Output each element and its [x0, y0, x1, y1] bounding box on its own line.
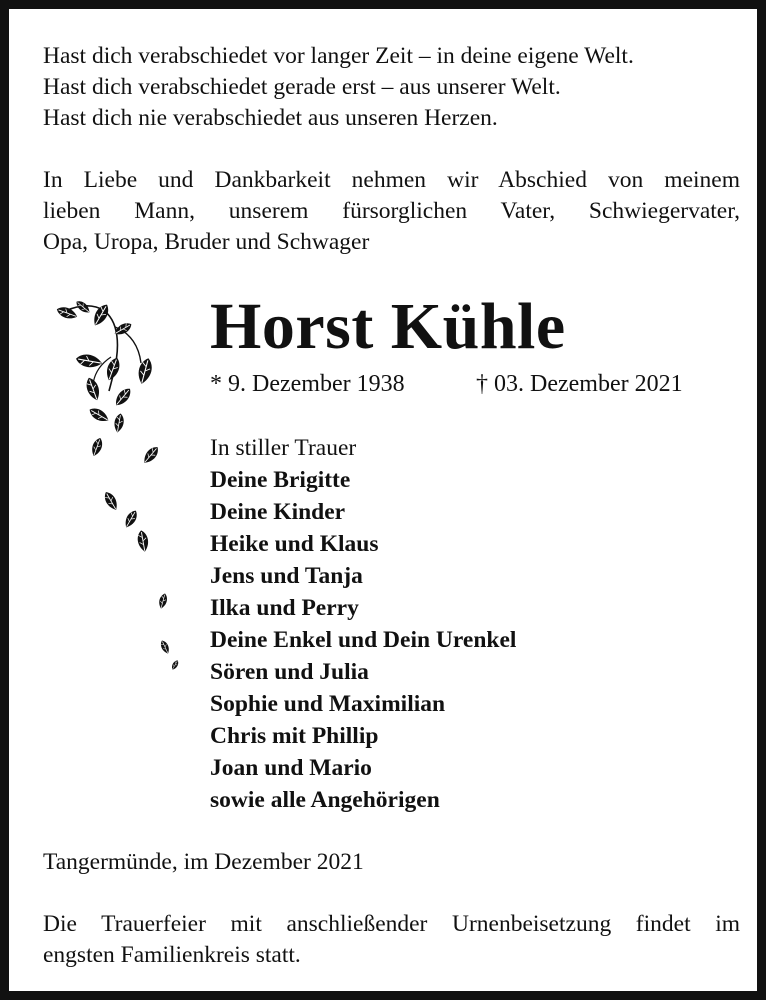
mourner-name: sowie alle Angehörigen — [210, 787, 440, 813]
intro-line: lieben Mann, unserem fürsorglichen Vater, Schwiegervater, — [43, 198, 740, 224]
mourner-name: Joan und Mario — [210, 755, 372, 781]
mourner-name: Deine Kinder — [210, 499, 346, 525]
mourner-name: Ilka und Perry — [210, 595, 359, 621]
funeral-note — [43, 909, 740, 971]
intro-line: Opa, Uropa, Bruder und Schwager — [43, 229, 370, 255]
mourner-name: Chris mit Phillip — [210, 723, 379, 749]
mourner-name: Sören und Julia — [210, 659, 369, 685]
poem-line: Hast dich nie verabschiedet aus unseren Herzen. — [43, 105, 498, 131]
mourner-name: Jens und Tanja — [210, 563, 363, 589]
mourner-name: Heike und Klaus — [210, 531, 379, 557]
intro-text — [43, 165, 740, 258]
place-date: Tangermünde, im Dezember 2021 — [43, 849, 364, 875]
mourner-name: Sophie und Maximilian — [210, 691, 446, 717]
deceased-name: Horst Kühle — [210, 290, 566, 363]
mourner-name: Deine Brigitte — [210, 467, 351, 493]
falling-leaves-icon — [53, 299, 183, 689]
mourning-intro: In stiller Trauer — [210, 435, 357, 461]
mourner-name: Deine Enkel und Dein Urenkel — [210, 627, 517, 653]
birth-date: * 9. Dezember 1938 — [210, 371, 405, 397]
poem-line: Hast dich verabschiedet vor langer Zeit – in deine eigene Welt. — [43, 43, 634, 69]
poem-line: Hast dich verabschiedet gerade erst – aus unserer Welt. — [43, 74, 561, 100]
death-date: † 03. Dezember 2021 — [476, 371, 683, 397]
intro-line: In Liebe und Dankbarkeit nehmen wir Abschied von meinem — [43, 167, 740, 193]
mourners-list — [210, 432, 516, 816]
funeral-note-line: Die Trauerfeier mit anschließender Urnenbeisetzung findet im — [43, 911, 740, 937]
funeral-note-line: engsten Familienkreis statt. — [43, 942, 301, 968]
